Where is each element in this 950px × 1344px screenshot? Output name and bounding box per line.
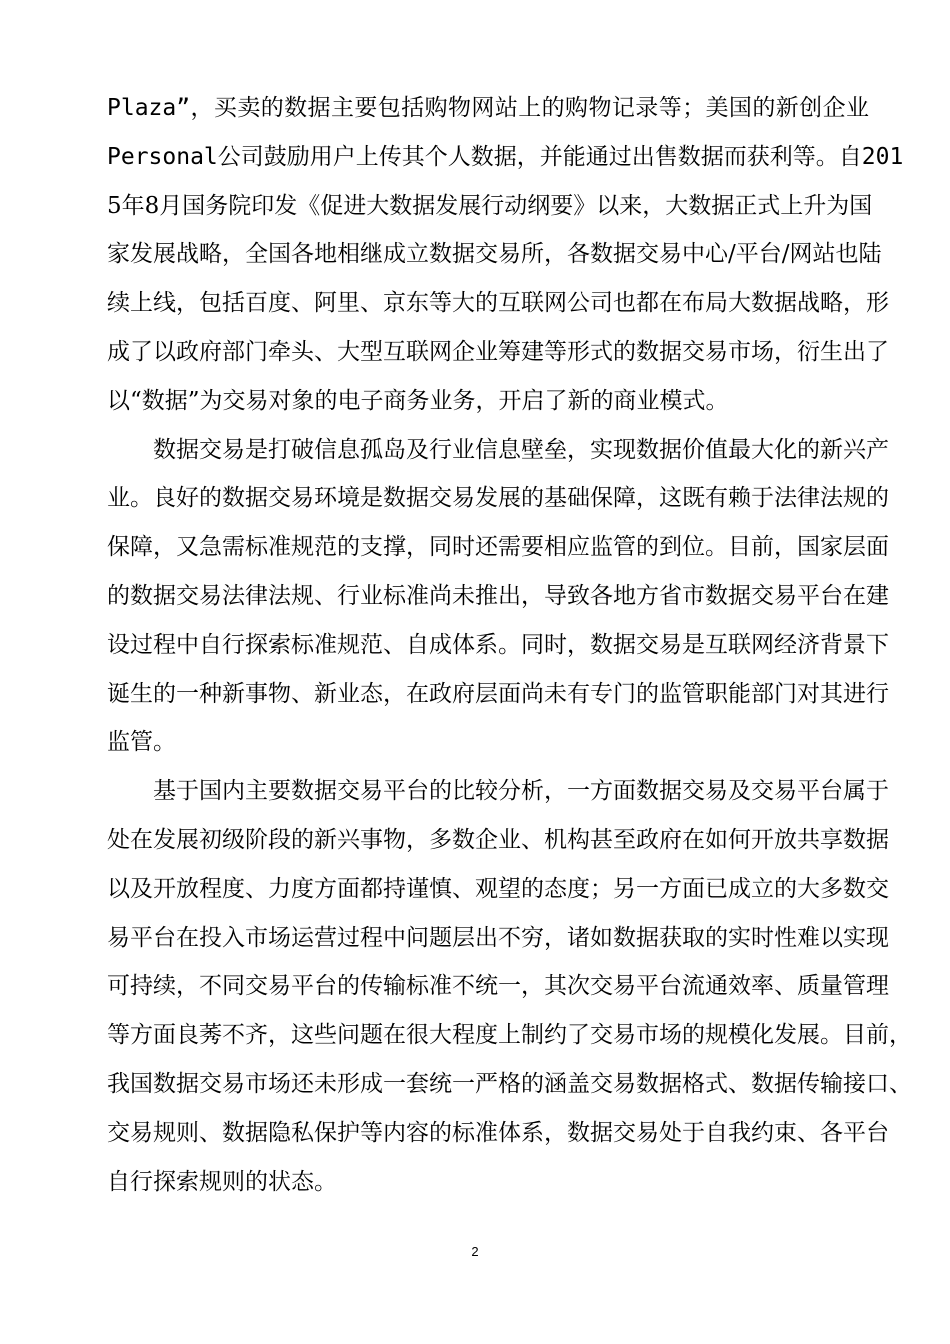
text-line: 业。良好的数据交易环境是数据交易发展的基础保障，这既有赖于法律法规的 (107, 485, 889, 512)
document-page (107, 84, 912, 1206)
text-line: 的数据交易法律法规、行业标准尚未推出，导致各地方省市数据交易平台在建 (107, 582, 889, 609)
text-line: 交易规则、数据隐私保护等内容的标准体系，数据交易处于自我约束、各平台 (107, 1119, 889, 1146)
text-line: 处在发展初级阶段的新兴事物，多数企业、机构甚至政府在如何开放共享数据 (107, 826, 889, 853)
text-line: 等方面良莠不齐，这些问题在很大程度上制约了交易市场的规模化发展。目前， (107, 1022, 912, 1049)
text-line: Plaza”，买卖的数据主要包括购物网站上的购物记录等；美国的新创企业 (107, 95, 869, 121)
text-line: 以及开放程度、力度方面都持谨慎、观望的态度；另一方面已成立的大多数交 (107, 875, 889, 902)
text-line: 家发展战略，全国各地相继成立数据交易所，各数据交易中心/平台/网站也陆 (107, 241, 882, 268)
text-line: 监管。 (107, 729, 176, 756)
paragraph-1 (107, 84, 904, 426)
text-line: 自行探索规则的状态。 (107, 1168, 337, 1195)
text-line: 5年8月国务院印发《促进大数据发展行动纲要》以来，大数据正式上升为国 (107, 192, 873, 219)
page-number: 2 (471, 1244, 479, 1259)
text-line: 续上线，包括百度、阿里、京东等大的互联网公司也都在布局大数据战略，形 (107, 290, 889, 317)
text-line: 可持续，不同交易平台的传输标准不统一，其次交易平台流通效率、质量管理 (107, 973, 889, 1000)
text-line: 诞生的一种新事物、新业态，在政府层面尚未有专门的监管职能部门对其进行 (107, 680, 889, 707)
text-line: 基于国内主要数据交易平台的比较分析，一方面数据交易及交易平台属于 (153, 778, 889, 805)
paragraph-2 (107, 426, 889, 768)
text-line: 保障，又急需标准规范的支撑，同时还需要相应监管的到位。目前，国家层面 (107, 534, 889, 561)
text-line: 设过程中自行探索标准规范、自成体系。同时，数据交易是互联网经济背景下 (107, 631, 889, 658)
text-line: 成了以政府部门牵头、大型互联网企业筹建等形式的数据交易市场，衍生出了 (107, 338, 889, 365)
text-line: 数据交易是打破信息孤岛及行业信息壁垒，实现数据价值最大化的新兴产 (153, 436, 889, 463)
paragraph-3 (107, 767, 912, 1206)
text-line: 我国数据交易市场还未形成一套统一严格的涵盖交易数据格式、数据传输接口、 (107, 1070, 912, 1097)
text-line: Personal公司鼓励用户上传其个人数据，并能通过出售数据而获利等。自201 (107, 143, 904, 170)
text-line: 易平台在投入市场运营过程中问题层出不穷，诸如数据获取的实时性难以实现 (107, 924, 889, 951)
text-line: 以“数据”为交易对象的电子商务业务，开启了新的商业模式。 (107, 387, 729, 414)
